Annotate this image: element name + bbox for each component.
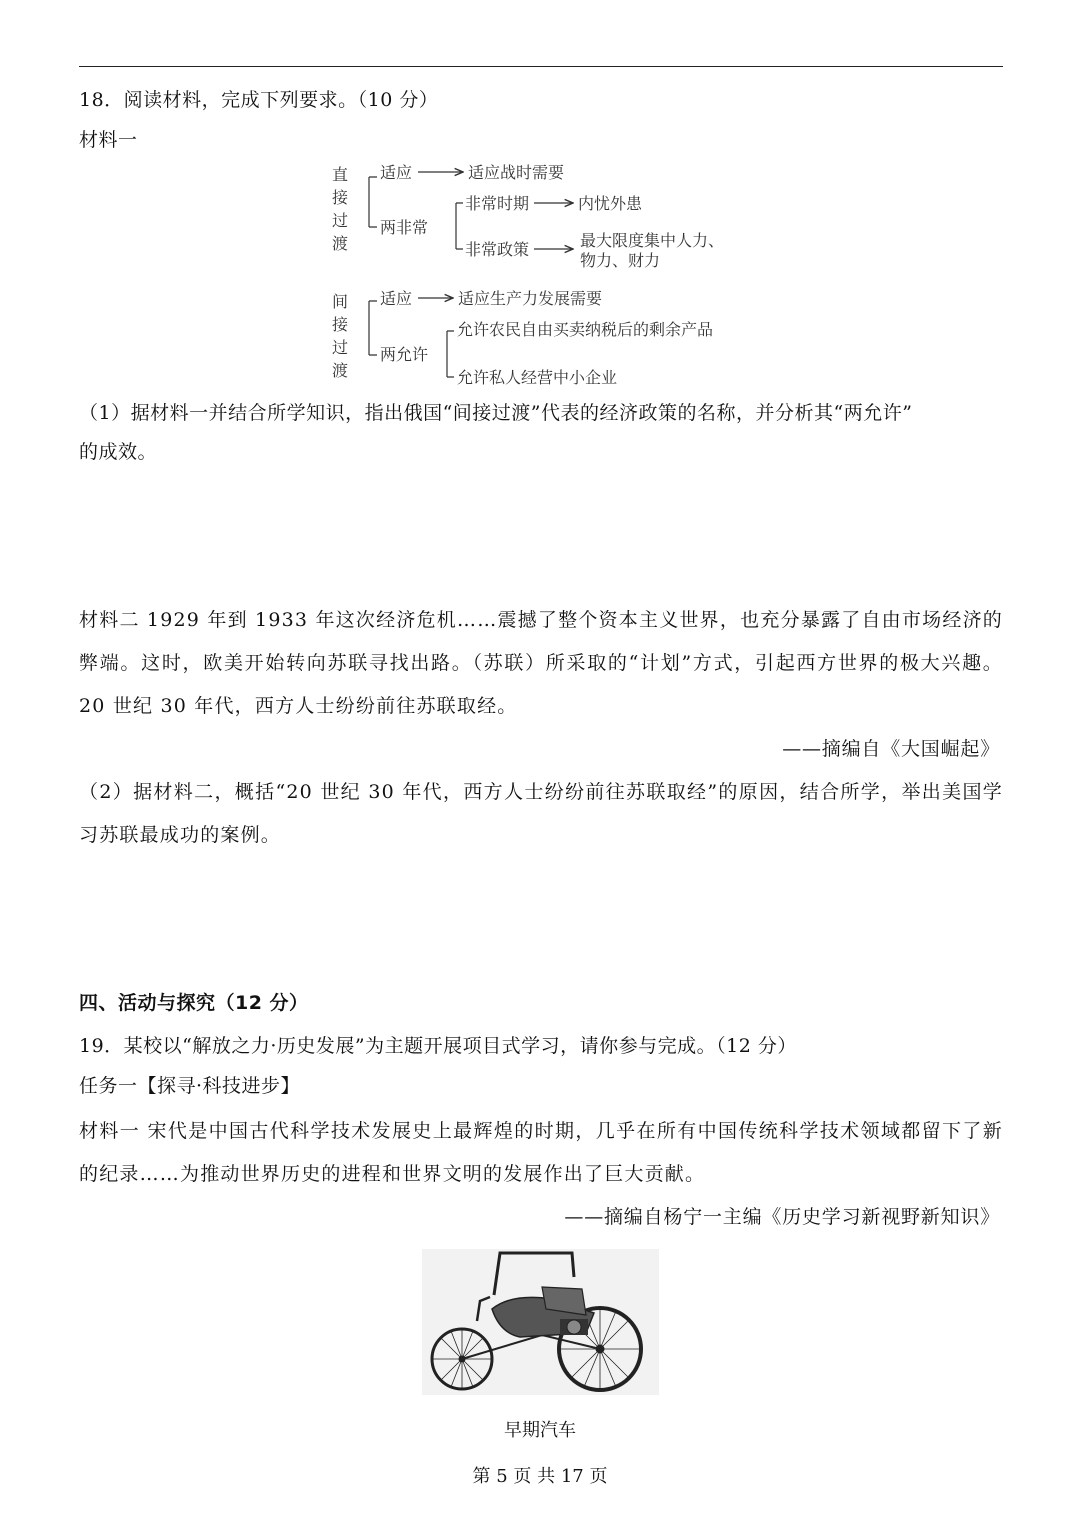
q18-material1-label: 材料一 bbox=[79, 129, 138, 151]
indirect-v-1: 间 bbox=[332, 292, 349, 311]
material1-diagram bbox=[325, 155, 765, 390]
q18-sub2: （2）据材料二，概括“20 世纪 30 年代，西方人士纷纷前往苏联取经”的原因，结合所学，举出美国学习苏联最成功的案例。 bbox=[79, 781, 1003, 846]
q18-material2: 材料二 1929 年到 1933 年这次经济危机……震撼了整个资本主义世界，也充分暴露了自由市场经济的弊端。这时，欧美开始转向苏联寻找出路。（苏联）所采取的“计划”方式，引起西方世界的极大兴趣。20 世纪 30 年代，西方人士纷纷前往苏联取经。 bbox=[79, 609, 1003, 717]
direct-v-3: 过 bbox=[332, 211, 349, 230]
direct-adapt: 适应 bbox=[380, 163, 413, 182]
top-rule bbox=[79, 66, 1003, 67]
indirect-v-2: 接 bbox=[332, 315, 349, 334]
q18-sub1-line2: 的成效。 bbox=[79, 441, 158, 463]
direct-v-1: 直 bbox=[332, 165, 349, 184]
q19-material1: 材料一 宋代是中国古代科学技术发展史上最辉煌的时期，几乎在所有中国传统科学技术领域都留下了新的纪录……为推动世界历史的进程和世界文明的发展作出了巨大贡献。 bbox=[79, 1120, 1003, 1185]
q19-task1: 任务一【探寻·科技进步】 bbox=[79, 1075, 301, 1097]
allow-1: 允许农民自由买卖纳税后的剩余产品 bbox=[457, 320, 714, 339]
indirect-adapt-target: 适应生产力发展需要 bbox=[458, 289, 603, 308]
unusual-policy-target-1: 最大限度集中人力、 bbox=[580, 231, 725, 250]
indirect-v-4: 渡 bbox=[332, 361, 349, 380]
page-footer: 第 5 页 共 17 页 bbox=[472, 1466, 608, 1487]
image-caption: 早期汽车 bbox=[504, 1420, 576, 1441]
unusual-period: 非常时期 bbox=[465, 194, 530, 213]
q19-material1-source: ——摘编自杨宁一主编《历史学习新视野新知识》 bbox=[564, 1206, 1000, 1228]
early-automobile-image bbox=[422, 1249, 659, 1395]
allow-2: 允许私人经营中小企业 bbox=[457, 368, 618, 387]
direct-two-unusual: 两非常 bbox=[380, 218, 429, 237]
q18-material2-source: ——摘编自《大国崛起》 bbox=[782, 738, 1000, 760]
indirect-v-3: 过 bbox=[332, 338, 349, 357]
indirect-adapt: 适应 bbox=[380, 289, 413, 308]
indirect-two-allow: 两允许 bbox=[380, 345, 429, 364]
direct-adapt-target: 适应战时需要 bbox=[468, 163, 565, 182]
q19-title: 19．某校以“解放之力·历史发展”为主题开展项目式学习，请你参与完成。（12 分） bbox=[79, 1035, 797, 1057]
direct-v-2: 接 bbox=[332, 188, 349, 207]
unusual-policy-target-2: 物力、财力 bbox=[580, 251, 661, 270]
direct-v-4: 渡 bbox=[332, 234, 349, 253]
q18-title: 18．阅读材料，完成下列要求。（10 分） bbox=[79, 89, 439, 111]
q18-sub1-line1: （1）据材料一并结合所学知识，指出俄国“间接过渡”代表的经济政策的名称，并分析其“两允许” bbox=[79, 402, 913, 424]
unusual-period-target: 内忧外患 bbox=[578, 194, 643, 213]
section4-title: 四、活动与探究（12 分） bbox=[79, 992, 309, 1014]
unusual-policy: 非常政策 bbox=[465, 240, 530, 259]
